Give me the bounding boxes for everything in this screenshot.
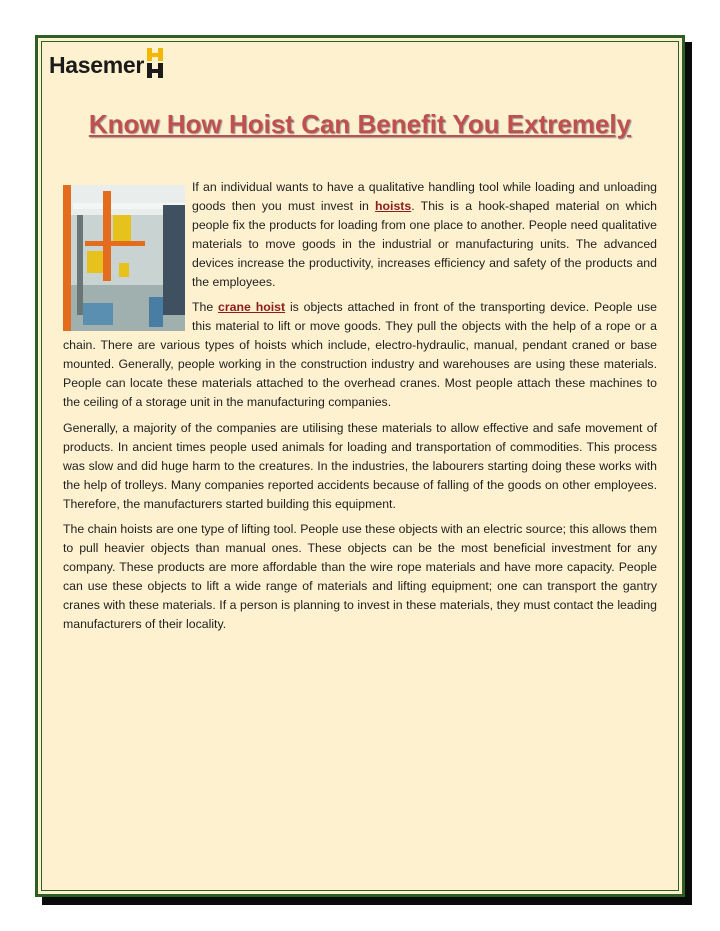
paragraph-2-text-a: The: [192, 300, 219, 315]
paragraph-4: The chain hoists are one type of lifting tool. People use these objects with an electric source; this allows them to pull heavier objects than manual ones. These objects can be the most beneficial investment for any company. These products are more affordable than the wire rope materials and have more capacity. People can use these objects to lift a wide range of materials and lifting equipment; one can transport the gantry cranes with these materials. If a person is planning to invest in these materials, they must contact the leading manufacturers of their locality.: [63, 522, 657, 631]
logo-text: Hasemer: [49, 52, 145, 78]
paragraph-1-text-b: . This is a hook-shaped material on which people fix the products for loading from one place to another. People need qualitative materials to move goods in the industrial or manufacturing units. The advanced devices increase the productivity, increases efficiency and safety of the products and the employees.: [192, 198, 658, 289]
hoists-link[interactable]: hoists: [375, 198, 412, 213]
paragraph-3: Generally, a majority of the companies are utilising these materials to allow effective and safe movement of products. In ancient times people used animals for loading and transportation of commodities. This process was slow and did huge harm to the creatures. In the industries, the labourers starting doing these works with the help of trolleys. Many companies reported accidents because of falling of the goods on other employees. Therefore, the manufacturers started building this equipment.: [63, 420, 657, 511]
paragraph-2-text-b: is objects attached in front of the transporting device. People use this material to lift or move goods. They pull the objects with the help of a rope or a chain. There are various types of hoists which include, electro-hydraulic, manual, pendant craned or base mounted. Generally, people working in the construction industry and warehouses are using these materials. People can locate these materials attached to the overhead cranes. Most people attach these machines to the ceiling of a storage unit in the manufacturing companies.: [63, 300, 657, 409]
paragraph-1-text-a: If an individual wants to have a qualitative handling tool while loading and unloading goods then you must invest in: [192, 180, 657, 213]
hasemer-h-logo-icon: [146, 48, 164, 78]
crane-hoist-link[interactable]: crane hoist: [218, 300, 286, 315]
page-title: Know How Hoist Can Benefit You Extremely: [88, 109, 632, 140]
hoist-photo: [63, 185, 185, 331]
article-body: [63, 178, 657, 641]
hasemer-logo: [49, 48, 164, 78]
